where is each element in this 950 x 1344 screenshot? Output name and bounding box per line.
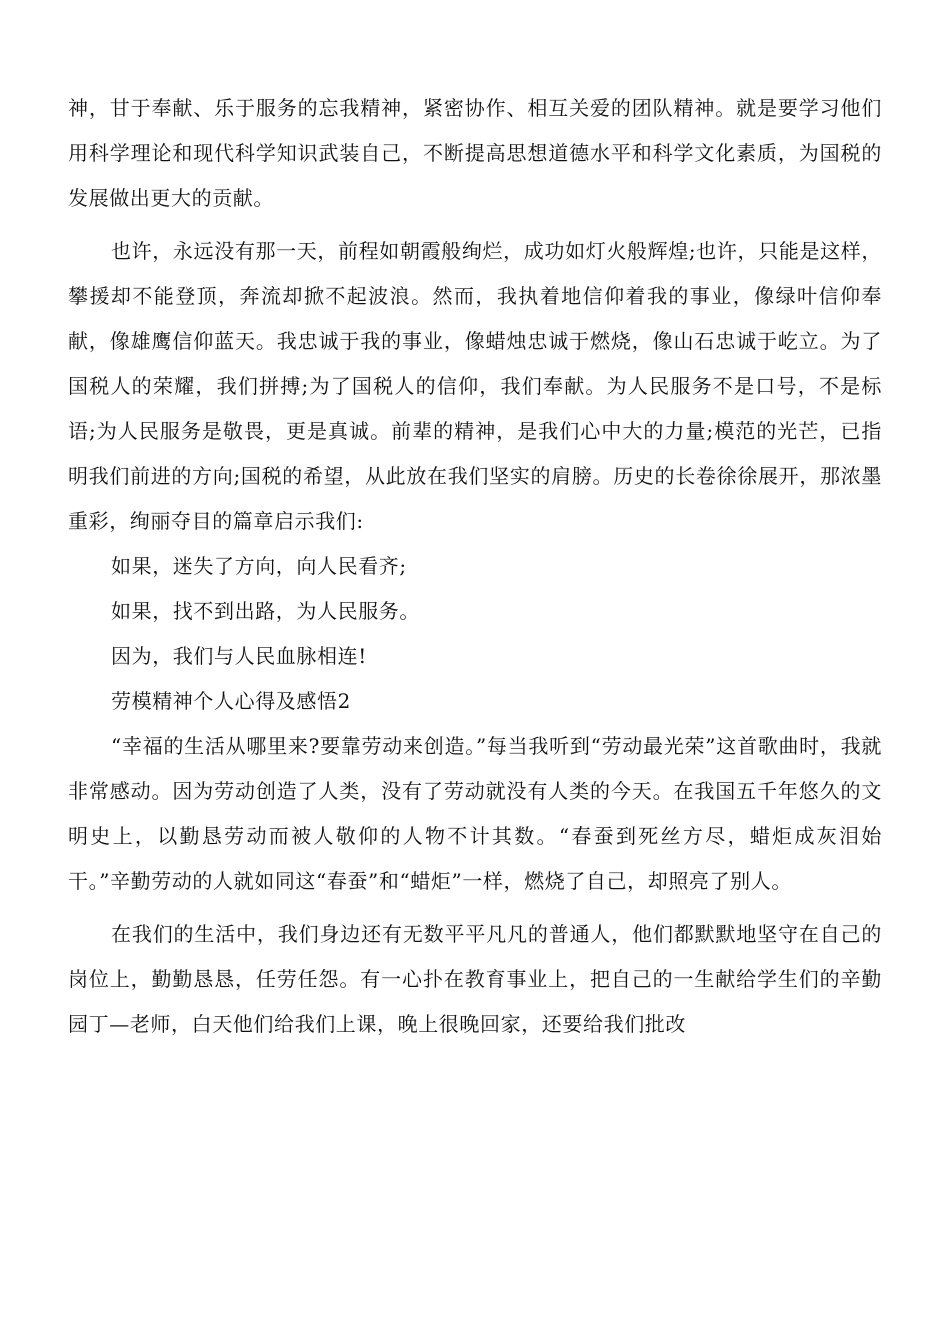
paragraph-blood-connection: 因为，我们与人民血脉相连!	[111, 644, 367, 668]
paragraph-ordinary-people: 在我们的生活中，我们身边还有无数平平凡凡的普通人，他们都默默地坚守在自己的岗位上，勤勤恳恳，任劳任怨。有一心扑在教育事业上，把自己的一生献给学生们的辛勤园丁—老师，白天他们给我们上课，晚上很晚回家，还要给我们批改	[68, 922, 882, 1036]
document-page	[68, 86, 882, 1047]
paragraph-serve-people: 如果，找不到出路，为人民服务。	[111, 599, 420, 623]
paragraph-faith-in-career: 也许，永远没有那一天，前程如朝霞般绚烂，成功如灯火般辉煌;也许，只能是这样，攀援却不能登顶，奔流却掀不起波浪。然而，我执着地信仰着我的事业，像绿叶信仰奉献，像雄鹰信仰蓝天。我忠诚于我的事业，像蜡烛忠诚于燃烧，像山石忠诚于屹立。为了国税人的荣耀，我们拼搏;为了国税人的信仰，我们奉献。为人民服务不是口号，不是标语;为人民服务是敬畏，更是真诚。前辈的精神，是我们心中大的力量;模范的光芒，已指明我们前进的方向;国税的希望，从此放在我们坚实的肩膀。历史的长卷徐徐展开，那浓墨重彩，绚丽夺目的篇章启示我们:	[68, 239, 882, 533]
section-heading: 劳模精神个人心得及感悟2	[111, 689, 351, 713]
paragraph-team-spirit: 神，甘于奉献、乐于服务的忘我精神，紧密协作、相互关爱的团队精神。就是要学习他们用科学理论和现代科学知识武装自己，不断提高思想道德水平和科学文化素质，为国税的发展做出更大的贡献。	[68, 96, 882, 210]
paragraph-follow-people: 如果，迷失了方向，向人民看齐;	[111, 554, 407, 578]
paragraph-happy-life-labor: “幸福的生活从哪里来?要靠劳动来创造。”每当我听到“劳动最光荣”这首歌曲时，我就非常感动。因为劳动创造了人类，没有了劳动就没有人类的今天。在我国五千年悠久的文明史上，以勤恳劳动而被人敬仰的人物不计其数。“春蚕到死丝方尽，蜡炬成灰泪始干。”辛勤劳动的人就如同这“春蚕”和“蜡炬”一样，燃烧了自己，却照亮了别人。	[68, 734, 882, 893]
